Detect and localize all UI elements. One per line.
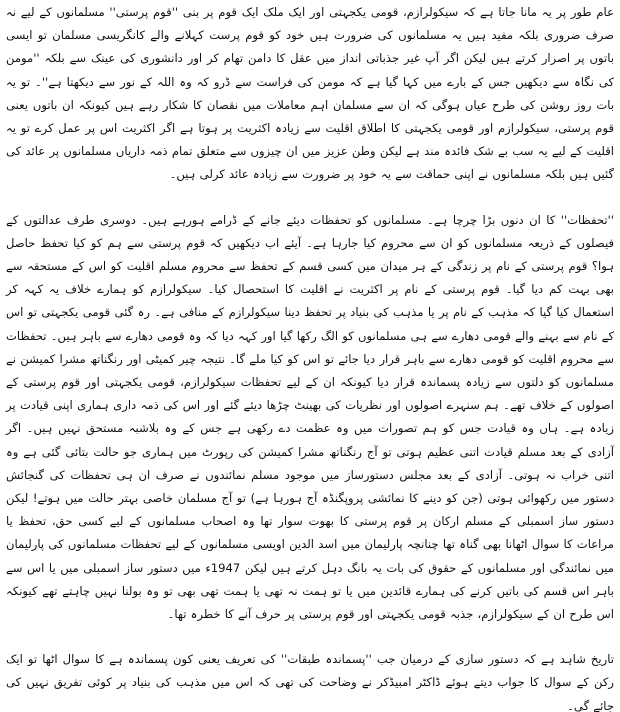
paragraph: عام طور پر یہ مانا جاتا ہے کہ سیکولرازم، قومی یکجہتی اور ایک ملک ایک قوم پر بنی ''قوم پرستی'' مسلمانوں کے لیے نہ صرف ضروری بلکہ مفید ہیں یہ مسلمانوں کی ضرورت ہیں خود کو قوم پرست کہلانے والے کانگریسی مسلمان تو ایسی باتوں پر اصرار کرتے ہیں لیکن اگر آپ غیر جذباتی انداز میں عقل کا دامن تھام کر اور دانشوری کی عینک سے بلکہ ''مومن کی نگاہ سے دیکھیں جس کے بارے میں کہا گیا ہے کہ مومن کی فراست سے ڈرو کہ وہ اللہ کے نور سے دیکھتا ہے''۔ تو یہ بات روز روشن کی طرح عیاں ہوگی کہ ان سے مسلمان اہم معاملات میں نقصان کا شکار رہے ہیں کیونکہ ان باتوں یعنی قوم پرستی، سیکولرازم اور قومی یکجہتی کا اطلاق اقلیت سے زیادہ اکثریت پر ہوتا ہے اگر اکثریت اس پر عمل کرے تو یہ اقلیت کے لیے یہ سب بے شک فائدہ مند ہے لیکن وطن عزیز میں ان چیزوں سے متعلق تمام ذمہ داریاں مسلمانوں پر عائد کی گئیں ہیں بلکہ مسلمانوں نے اپنی حماقت سے یہ خود پر ضرورت سے زیادہ عائد کرلی ہیں۔ xyxy=(6,5,614,182)
paragraph: تاریخ شاہد ہے کہ دستور سازی کے درمیان جب ''پسماندہ طبقات'' کی تعریف یعنی کون پسماندہ ہے کا سوال اٹھا تو ایک رکن کے سوال کا جواب دیتے ہوئے ڈاکٹر امبیڈکر نے وضاحت کی تھی کہ اس میں مذہب کی بنیاد پر کوئی تفریق نہیں کی جائے گی۔ xyxy=(6,652,614,712)
paragraph: ''تحفظات'' کا ان دنوں بڑا چرچا ہے۔ مسلمانوں کو تحفظات دیئے جانے کے ڈرامے ہورہے ہیں۔ دوسری طرف عدالتوں کے فیصلوں کے ذریعہ مسلمانوں کو ان سے محروم کیا جارہا ہے۔ آیئے اب دیکھیں کہ قوم پرستی سے ہم کو کیا تحفظ حاصل ہوا؟ قوم پرستی کے نام پر زندگی کے ہر میدان میں کسی قسم کے تحفظ سے محروم مسلم اقلیت کو اس کے مستحقہ سے بھی بہت کم دیا گیا۔ قوم پرستی کے نام پر اکثریت نے اقلیت کا استحصال کیا۔ سیکولرازم کو ہمارے خلاف یہ کہہ کر استعمال کیا گیا کہ مذہب کے نام پر یا مذہب کی بنیاد پر تحفظ دینا سیکولرازم کے منافی ہے۔ رہ گئی قومی یکجہتی تو اس کے نام سے بہنے والے قومی دھارے سے ہی مسلمانوں کو الگ رکھا گیا اور کہہ دیا کہ وہ قومی دھارے سے باہر ہیں۔ تحفظات سے محروم اقلیت کو قومی دھارے سے باہر قرار دیا جائے تو اس کو کیا ملے گا۔ نتیجہ چیر کمیٹی اور رنگناتھ مشرا کمیشن نے مسلمانوں کو دلتوں سے زیادہ پسماندہ قرار دیا کیونکہ ان کے لیے تحفظات سیکولرازم، قومی یکجہتی اور قوم پرستی کے اصولوں کے خلاف تھے۔ ہم سنہرے اصولوں اور نظریات کی بھینٹ چڑھا دیئے گئے اور اس کی ذمہ داری ہماری اپنی قیادت پر زیادہ ہے۔ ہاں وہ قیادت جس کو ہم تصورات میں وہ عظمت دے رکھی ہے جس کے وہ بلاشبہ مستحق نہیں ہیں۔ اگر آزادی کے بعد مسلم قیادت اتنی عظیم ہوتی تو آج رنگناتھ مشرا کمیشن کی رپورٹ میں ہماری جو حالت بتائی گئی ہے وہ اتنی خراب نہ ہوتی۔ آزادی کے بعد مجلس دستورساز میں موجود مسلم نمائندوں نے صرف ان ہی تحفظات کی گنجائش دستور میں رکھوائی ہوتی (جن کو دینے کا نمائشی پروپگنڈہ آج ہورہا ہے) تو آج مسلمان خاصی بہتر حالت میں ہوتے! لیکن دستور ساز اسمبلی کے مسلم ارکان پر قوم پرستی کا بھوت سوار تھا وہ اصحاب مسلمانوں کے لیے کسی حق، تحفظ یا مراعات کا سوال اٹھانا بھی گناہ تھا چنانچہ پارلیمان میں اسد الدین اویسی مسلمانوں کے لیے تحفظات مسلمانوں کی پارلیمان میں نمائندگی اور مسلمانوں کے حقوق کی بات یہ بانگ دہل کرتے ہیں لیکن 1947ء میں دستور ساز اسمبلی میں یا اس سے باہر اس قسم کی باتیں کرنے کی ہمارے قائدین میں یا تو ہمت نہ تھی یا ہمت تھی بھی تو وہ بولنا نہیں چاہتے تھے کیونکہ اس طرح ان کے سیکولرازم، جذبہ قومی یکجہتی اور قوم پرستی پر حرف آنے کا خطرہ تھا۔ xyxy=(6,212,615,622)
